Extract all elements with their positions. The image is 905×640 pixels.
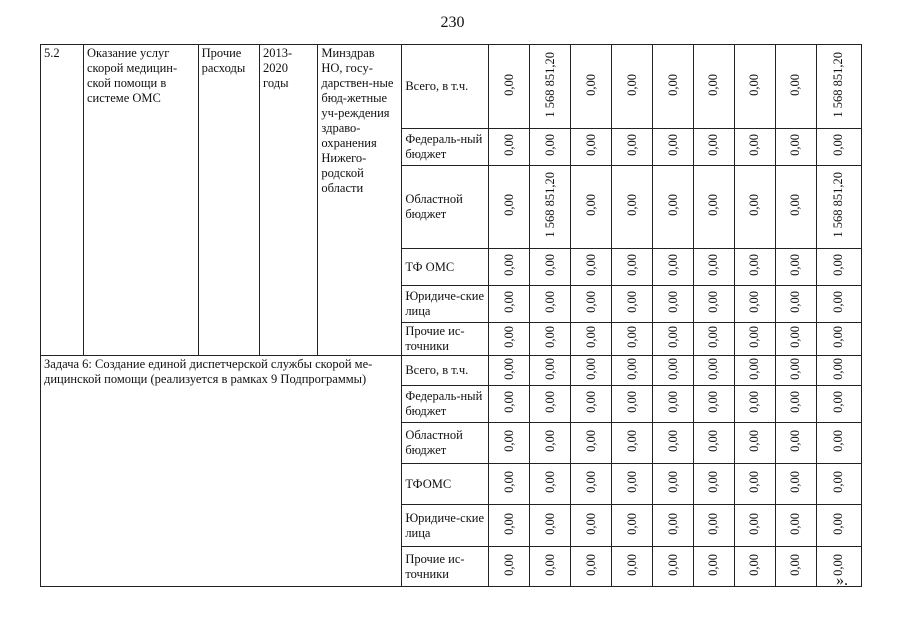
value-cell [816,286,861,323]
value-cell [612,286,653,323]
value-cell [489,249,530,286]
cell-value: 0,00 [583,194,598,216]
value-cell [571,166,612,249]
table-body [41,45,862,587]
cell-value: 0,00 [583,254,598,276]
value-cell [571,129,612,166]
cell-value: 0,00 [665,553,680,576]
cell-value: 0,00 [501,291,516,313]
value-cell [530,464,571,505]
value-cell [489,386,530,423]
value-cell [816,129,861,166]
cell-value: 0,00 [788,471,803,493]
cell-value: 0,00 [831,357,846,380]
cell-value: 0,00 [501,194,516,216]
cell-value: 0,00 [542,391,557,413]
cell-value: 0,00 [706,291,721,313]
value-cell [694,45,735,129]
value-cell [775,45,816,129]
value-cell [653,547,694,587]
value-cell [571,45,612,129]
value-cell [612,547,653,587]
value-cell [694,423,735,464]
cell-value: 0,00 [706,134,721,156]
cell-value: 0,00 [583,391,598,413]
cell-value: 0,00 [542,254,557,276]
value-cell [653,249,694,286]
cell-value: 0,00 [624,254,639,276]
cell-value: 0,00 [788,326,803,348]
cell-value: 0,00 [501,254,516,276]
cell-value: 0,00 [542,326,557,348]
cell-value: 0,00 [583,73,598,96]
value-cell [734,249,775,286]
cell-value: 0,00 [501,326,516,348]
value-cell [489,505,530,547]
cell-value: 0,00 [624,430,639,452]
cell-value: 0,00 [665,357,680,380]
value-cell [816,386,861,423]
cell-value: 0,00 [706,471,721,493]
value-cell [530,249,571,286]
source-label: Всего, в т.ч. [402,45,489,129]
value-cell [694,356,735,386]
value-cell [734,423,775,464]
value-cell [694,386,735,423]
value-cell [775,547,816,587]
value-cell [653,423,694,464]
value-cell [734,166,775,249]
value-cell [816,249,861,286]
value-cell [612,423,653,464]
value-cell [653,505,694,547]
cell-value: 0,00 [624,291,639,313]
value-cell [530,129,571,166]
value-cell [571,464,612,505]
value-cell [734,323,775,356]
value-cell [816,423,861,464]
item-executor: Минздрав НО, госу-дарствен-ные бюд-жетные уч-реждения здраво-охранения Нижего-родской области [318,45,402,356]
cell-value: 1 568 851,20 [831,172,846,238]
value-cell [775,323,816,356]
cell-value: 0,00 [501,512,516,535]
value-cell [694,166,735,249]
cell-value: 0,00 [542,553,557,576]
value-cell [612,129,653,166]
cell-value: 0,00 [501,357,516,380]
value-cell [530,45,571,129]
cell-value: 0,00 [747,254,762,276]
table-row [41,45,862,129]
value-cell [734,505,775,547]
value-cell [612,505,653,547]
value-cell [571,249,612,286]
source-label: Прочие ис-точники [402,547,489,587]
value-cell [530,286,571,323]
value-cell [530,166,571,249]
value-cell [653,356,694,386]
cell-value: 0,00 [665,291,680,313]
cell-value: 0,00 [665,391,680,413]
value-cell [694,505,735,547]
value-cell [653,286,694,323]
value-cell [775,166,816,249]
closing-mark: ». [836,572,848,589]
value-cell [530,505,571,547]
cell-value: 0,00 [747,430,762,452]
cell-value: 0,00 [665,512,680,535]
value-cell [694,323,735,356]
value-cell [530,323,571,356]
cell-value: 0,00 [501,553,516,576]
cell-value: 0,00 [747,391,762,413]
value-cell [653,45,694,129]
value-cell [489,286,530,323]
value-cell [734,356,775,386]
value-cell [734,547,775,587]
cell-value: 0,00 [706,430,721,452]
value-cell [653,323,694,356]
value-cell [653,129,694,166]
cell-value: 0,00 [706,512,721,535]
page-number: 230 [440,14,465,31]
cell-value: 0,00 [831,512,846,535]
source-label: Областной бюджет [402,166,489,249]
source-label: Федераль-ный бюджет [402,129,489,166]
cell-value: 0,00 [501,73,516,96]
value-cell [489,423,530,464]
cell-value: 0,00 [501,391,516,413]
cell-value: 1 568 851,20 [831,51,846,118]
source-label: Юридиче-ские лица [402,286,489,323]
value-cell [612,166,653,249]
value-cell [489,166,530,249]
cell-value: 0,00 [831,430,846,452]
cell-value: 0,00 [788,194,803,216]
cell-value: 0,00 [747,194,762,216]
source-label: Прочие ис-точники [402,323,489,356]
cell-value: 0,00 [788,357,803,380]
table-row [41,356,862,386]
cell-value: 0,00 [624,326,639,348]
cell-value: 0,00 [831,391,846,413]
value-cell [775,505,816,547]
value-cell [571,423,612,464]
value-cell [571,286,612,323]
value-cell [612,356,653,386]
cell-value: 0,00 [583,512,598,535]
value-cell [653,166,694,249]
cell-value: 0,00 [583,553,598,576]
cell-value: 0,00 [706,553,721,576]
cell-value: 0,00 [624,73,639,96]
cell-value: 0,00 [542,357,557,380]
value-cell [775,249,816,286]
value-cell [816,356,861,386]
source-label: Юридиче-ские лица [402,505,489,547]
value-cell [775,423,816,464]
cell-value: 1 568 851,20 [542,172,557,238]
value-cell [489,547,530,587]
cell-value: 0,00 [788,254,803,276]
value-cell [530,547,571,587]
source-label: Всего, в т.ч. [402,356,489,386]
cell-value: 0,00 [665,430,680,452]
cell-value: 0,00 [665,134,680,156]
cell-value: 0,00 [706,357,721,380]
cell-value: 0,00 [542,471,557,493]
value-cell [612,45,653,129]
cell-value: 0,00 [583,430,598,452]
value-cell [694,129,735,166]
funding-table [40,44,862,587]
cell-value: 0,00 [788,291,803,313]
cell-value: 0,00 [583,291,598,313]
cell-value: 0,00 [831,326,846,348]
cell-value: 0,00 [583,134,598,156]
cell-value: 0,00 [831,254,846,276]
value-cell [694,286,735,323]
cell-value: 0,00 [706,326,721,348]
value-cell [489,356,530,386]
cell-value: 0,00 [706,254,721,276]
cell-value: 0,00 [542,512,557,535]
cell-value: 0,00 [542,291,557,313]
cell-value: 0,00 [831,134,846,156]
value-cell [571,386,612,423]
cell-value: 0,00 [624,194,639,216]
value-cell [489,129,530,166]
cell-value: 0,00 [542,430,557,452]
cell-value: 0,00 [665,326,680,348]
cell-value: 0,00 [747,291,762,313]
value-cell [612,386,653,423]
value-cell [489,45,530,129]
cell-value: 0,00 [788,73,803,96]
item-years: 2013-2020 годы [260,45,318,356]
value-cell [694,547,735,587]
cell-value: 0,00 [788,134,803,156]
cell-value: 0,00 [747,73,762,96]
cell-value: 0,00 [665,194,680,216]
cell-value: 0,00 [624,357,639,380]
source-label: Областной бюджет [402,423,489,464]
source-label: ТФОМС [402,464,489,505]
cell-value: 0,00 [624,471,639,493]
cell-value: 0,00 [788,430,803,452]
source-label: Федераль-ный бюджет [402,386,489,423]
value-cell [612,249,653,286]
cell-value: 0,00 [706,194,721,216]
cell-value: 0,00 [788,512,803,535]
value-cell [775,129,816,166]
value-cell [816,166,861,249]
value-cell [734,45,775,129]
value-cell [734,129,775,166]
cell-value: 0,00 [747,134,762,156]
cell-value: 0,00 [747,512,762,535]
cell-value: 0,00 [747,553,762,576]
item-name: Оказание услуг скорой медицин-ской помощи в системе ОМС [83,45,198,356]
cell-value: 0,00 [624,134,639,156]
value-cell [571,505,612,547]
value-cell [694,249,735,286]
cell-value: 1 568 851,20 [542,51,557,118]
value-cell [530,356,571,386]
cell-value: 0,00 [831,471,846,493]
value-cell [734,464,775,505]
value-cell [571,356,612,386]
cell-value: 0,00 [706,73,721,96]
task-title: Задача 6: Создание единой диспетчерской службы скорой ме-дицинской помощи (реализуется в рамках 9 Подпрограммы) [41,356,402,587]
source-label: ТФ ОМС [402,249,489,286]
value-cell [653,464,694,505]
value-cell [734,286,775,323]
cell-value: 0,00 [501,471,516,493]
value-cell [653,386,694,423]
item-number: 5.2 [41,45,84,356]
value-cell [571,323,612,356]
cell-value: 0,00 [583,471,598,493]
cell-value: 0,00 [624,512,639,535]
cell-value: 0,00 [788,553,803,576]
cell-value: 0,00 [788,391,803,413]
cell-value: 0,00 [583,357,598,380]
value-cell [816,323,861,356]
cell-value: 0,00 [583,326,598,348]
cell-value: 0,00 [831,291,846,313]
cell-value: 0,00 [501,430,516,452]
cell-value: 0,00 [747,326,762,348]
cell-value: 0,00 [665,73,680,96]
value-cell [775,356,816,386]
cell-value: 0,00 [501,134,516,156]
cell-value: 0,00 [831,553,846,576]
cell-value: 0,00 [624,553,639,576]
value-cell [694,464,735,505]
cell-value: 0,00 [542,134,557,156]
value-cell [530,423,571,464]
value-cell [612,464,653,505]
value-cell [571,547,612,587]
value-cell [489,464,530,505]
value-cell [489,323,530,356]
value-cell [612,323,653,356]
value-cell [816,45,861,129]
value-cell [816,505,861,547]
cell-value: 0,00 [665,254,680,276]
cell-value: 0,00 [747,357,762,380]
value-cell [775,286,816,323]
value-cell [530,386,571,423]
value-cell [775,386,816,423]
cell-value: 0,00 [747,471,762,493]
value-cell [816,464,861,505]
cell-value: 0,00 [624,391,639,413]
cell-value: 0,00 [665,471,680,493]
value-cell [734,386,775,423]
item-type: Прочие расходы [198,45,259,356]
cell-value: 0,00 [706,391,721,413]
value-cell [775,464,816,505]
